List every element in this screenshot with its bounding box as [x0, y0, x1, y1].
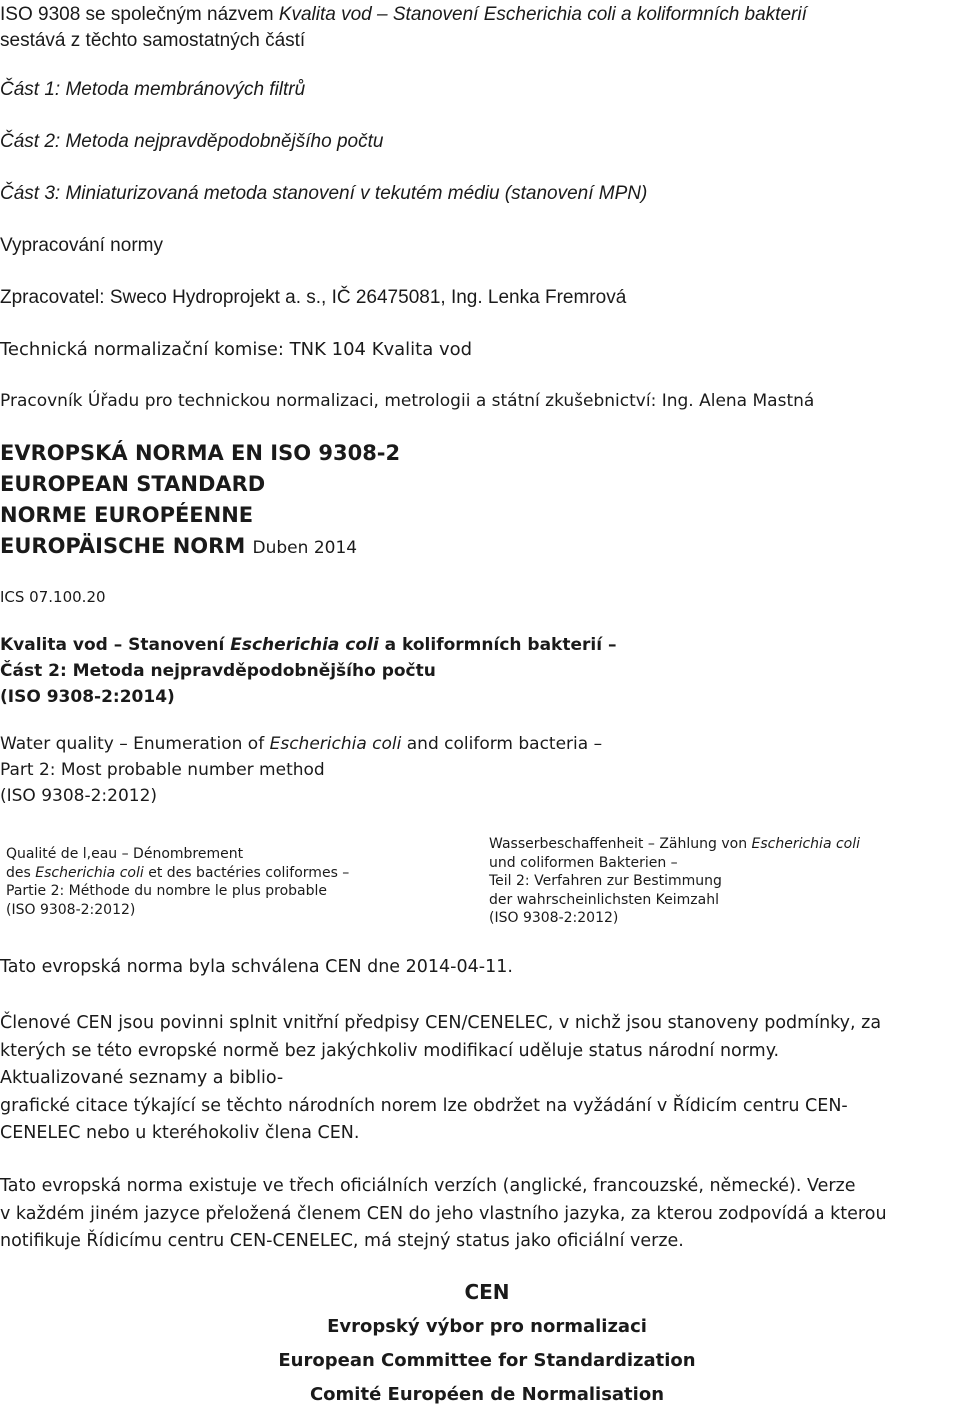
german-title-organism: Escherichia coli — [751, 836, 861, 852]
part-2: Část 2: Metoda nejpravděpodobnějšího počtu — [0, 131, 384, 152]
footer-cen: CEN — [464, 1280, 510, 1304]
french-title — [6, 845, 349, 919]
english-title-part-a: Water quality – Enumeration of — [0, 734, 270, 754]
series-intro — [0, 2, 807, 54]
french-title-line1: Qualité de l,eau – Dénombrement — [6, 846, 244, 862]
series-title: Kvalita vod – Stanovení Escherichia coli a koliformních bakterií — [278, 4, 807, 25]
members-line2: kterých se této evropské normě bez jakýchkoliv modifikací uděluje status národní normy. — [0, 1040, 780, 1061]
german-title-part-a: Wasserbeschaffenheit – Zählung von — [489, 836, 752, 852]
czech-title-part-a: Kvalita vod – Stanovení — [0, 635, 231, 655]
french-title-part-b: et des bactéries coliformes – — [143, 864, 350, 881]
footer-czech: Evropský výbor pro normalizaci — [327, 1316, 647, 1337]
versions-line1: Tato evropská norma existuje ve třech oficiálních verzích (anglické, francouzské, německé). Verze — [0, 1176, 856, 1196]
norm-german: EUROPÄISCHE NORM — [0, 534, 246, 558]
english-title-part-b: and coliform bacteria – — [401, 734, 603, 754]
series-prefix: ISO 9308 se společným názvem — [0, 4, 279, 25]
members-line3: Aktualizované seznamy a biblio- — [0, 1068, 284, 1088]
english-title — [0, 731, 602, 809]
drafting-heading: Vypracování normy — [0, 235, 163, 256]
czech-title-part-b: a koliformních bakterií – — [378, 635, 617, 655]
norm-date: Duben 2014 — [252, 538, 358, 558]
german-title-line5: (ISO 9308-2:2012) — [489, 910, 619, 926]
processor-line: Zpracovatel: Sweco Hydroprojekt a. s., IČ 26475081, Ing. Lenka Fremrová — [0, 287, 627, 308]
footer-english: European Committee for Standardization — [278, 1350, 696, 1371]
german-title-line2: und coliformen Bakterien – — [489, 854, 678, 871]
series-line2: sestává z těchto samostatných částí — [0, 30, 306, 51]
approval-line: Tato evropská norma byla schválena CEN dne 2014-04-11. — [0, 957, 513, 977]
french-title-organism: Escherichia coli — [35, 864, 144, 881]
norm-header — [0, 438, 400, 564]
norm-english: EUROPEAN STANDARD — [0, 472, 266, 496]
versions-paragraph — [0, 1173, 887, 1256]
versions-line3: notifikuje Řídicímu centru CEN-CENELEC, má stejný status jako oficiální verze. — [0, 1231, 684, 1251]
german-title-line3: Teil 2: Verfahren zur Bestimmung — [489, 873, 722, 889]
norm-number: EVROPSKÁ NORMA EN ISO 9308-2 — [0, 441, 401, 465]
members-line1: Členové CEN jsou povinni splnit vnitřní předpisy CEN/CENELEC, v nichž jsou stanoveny podmínky, za — [0, 1013, 882, 1033]
members-line5: CENELEC nebo u kteréhokoliv člena CEN. — [0, 1123, 360, 1143]
english-title-line3: (ISO 9308-2:2012) — [0, 786, 158, 806]
czech-title — [0, 632, 616, 710]
czech-title-line2: Část 2: Metoda nejpravděpodobnějšího počtu — [0, 661, 436, 681]
german-title-line4: der wahrscheinlichsten Keimzahl — [489, 891, 719, 908]
french-title-part-a: des — [6, 864, 36, 881]
czech-title-line3: (ISO 9308-2:2014) — [0, 687, 175, 707]
part-1: Část 1: Metoda membránových filtrů — [0, 79, 306, 100]
french-title-line4: (ISO 9308-2:2012) — [6, 901, 136, 918]
committee-line: Technická normalizační komise: TNK 104 Kvalita vod — [0, 339, 473, 360]
french-title-line3: Partie 2: Méthode du nombre le plus probable — [6, 883, 328, 899]
office-worker-line: Pracovník Úřadu pro technickou normalizaci, metrologii a státní zkušebnictví: Ing. Alena Mastná — [0, 391, 815, 411]
norm-french: NORME EUROPÉENNE — [0, 503, 254, 527]
versions-line2: v každém jiném jazyce přeložená členem CEN do jeho vlastního jazyka, za kterou zodpovídá a kterou — [0, 1203, 887, 1224]
czech-title-organism: Escherichia coli — [230, 635, 379, 655]
footer-french: Comité Européen de Normalisation — [309, 1384, 665, 1405]
members-paragraph — [0, 1010, 881, 1148]
english-title-organism: Escherichia coli — [269, 734, 402, 754]
members-line4: grafické citace týkající se těchto národních norem lze obdržet na vyžádání v Řídicím centru CEN- — [0, 1095, 848, 1116]
english-title-line2: Part 2: Most probable number method — [0, 760, 325, 780]
part-3: Část 3: Miniaturizovaná metoda stanovení v tekutém médiu (stanovení MPN) — [0, 183, 648, 204]
german-title — [489, 835, 860, 928]
ics-code: ICS 07.100.20 — [0, 588, 106, 606]
